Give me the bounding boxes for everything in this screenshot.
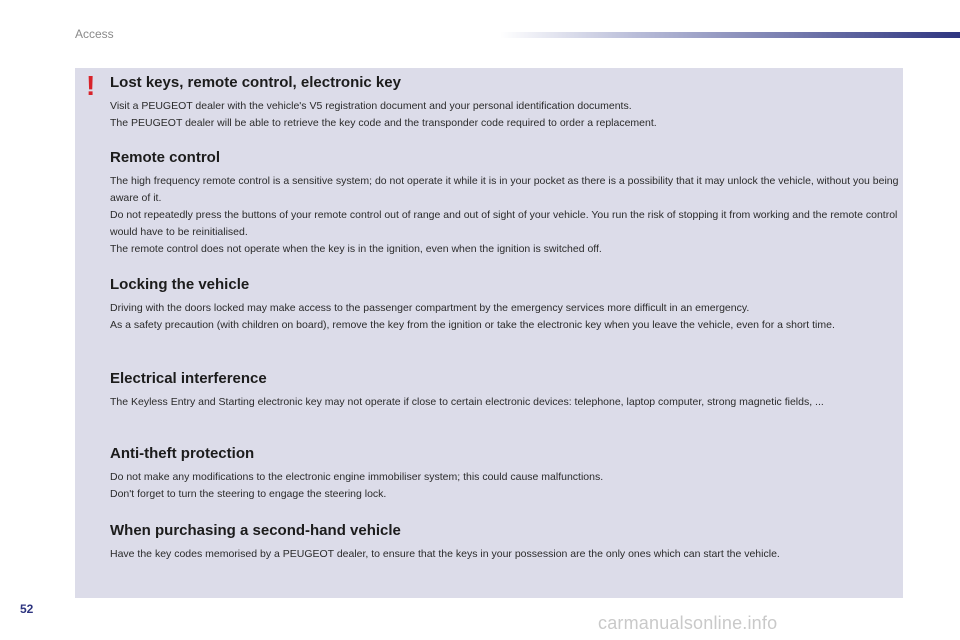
page-number: 52 — [20, 602, 34, 616]
section-electrical-interference — [110, 370, 900, 411]
section-lost-keys — [110, 74, 900, 132]
header-gradient-bar — [500, 32, 960, 38]
section-paragraph: Do not repeatedly press the buttons of your remote control out of range and out of sight of your vehicle. You run the risk of stopping it from working and the remote control would have to be reinitialised. — [110, 209, 898, 238]
information-panel — [75, 68, 903, 598]
section-paragraph: Driving with the doors locked may make access to the passenger compartment by the emergency services more difficult in an emergency. — [110, 302, 750, 314]
section-title: When purchasing a second-hand vehicle — [110, 522, 401, 539]
watermark-text: carmanualsonline.info — [598, 613, 778, 633]
section-paragraph: As a safety precaution (with children on board), remove the key from the ignition or take the electronic key when you leave the vehicle, even for a short time. — [110, 319, 835, 331]
section-anti-theft — [110, 445, 900, 503]
warning-exclamation-icon: ! — [86, 70, 96, 101]
section-paragraph: Don't forget to turn the steering to engage the steering lock. — [110, 488, 387, 500]
section-paragraph: The Keyless Entry and Starting electronic key may not operate if close to certain electronic devices: telephone, laptop computer, strong magnetic fields, ... — [110, 396, 824, 408]
section-paragraph: The PEUGEOT dealer will be able to retrieve the key code and the transponder code required to order a replacement. — [110, 117, 657, 129]
section-title: Lost keys, remote control, electronic key — [110, 74, 401, 91]
section-second-hand-vehicle — [110, 522, 900, 563]
section-header-title: Access — [75, 27, 114, 41]
section-title: Remote control — [110, 149, 221, 166]
section-paragraph: The high frequency remote control is a sensitive system; do not operate it while it is in your pocket as there is a possibility that it may unlock the vehicle, without you being aware of it. — [110, 175, 899, 204]
section-remote-control — [110, 149, 900, 258]
section-paragraph: Do not make any modifications to the electronic engine immobiliser system; this could cause malfunctions. — [110, 471, 604, 483]
section-paragraph: Have the key codes memorised by a PEUGEOT dealer, to ensure that the keys in your possession are the only ones which can start the vehicle. — [110, 548, 780, 560]
section-title: Locking the vehicle — [110, 276, 250, 293]
section-title: Electrical interference — [110, 370, 267, 387]
section-paragraph: Visit a PEUGEOT dealer with the vehicle's V5 registration document and your personal identification documents. — [110, 100, 632, 112]
section-title: Anti-theft protection — [110, 445, 255, 462]
section-paragraph: The remote control does not operate when the key is in the ignition, even when the ignition is switched off. — [110, 243, 602, 255]
section-locking-vehicle — [110, 276, 900, 334]
